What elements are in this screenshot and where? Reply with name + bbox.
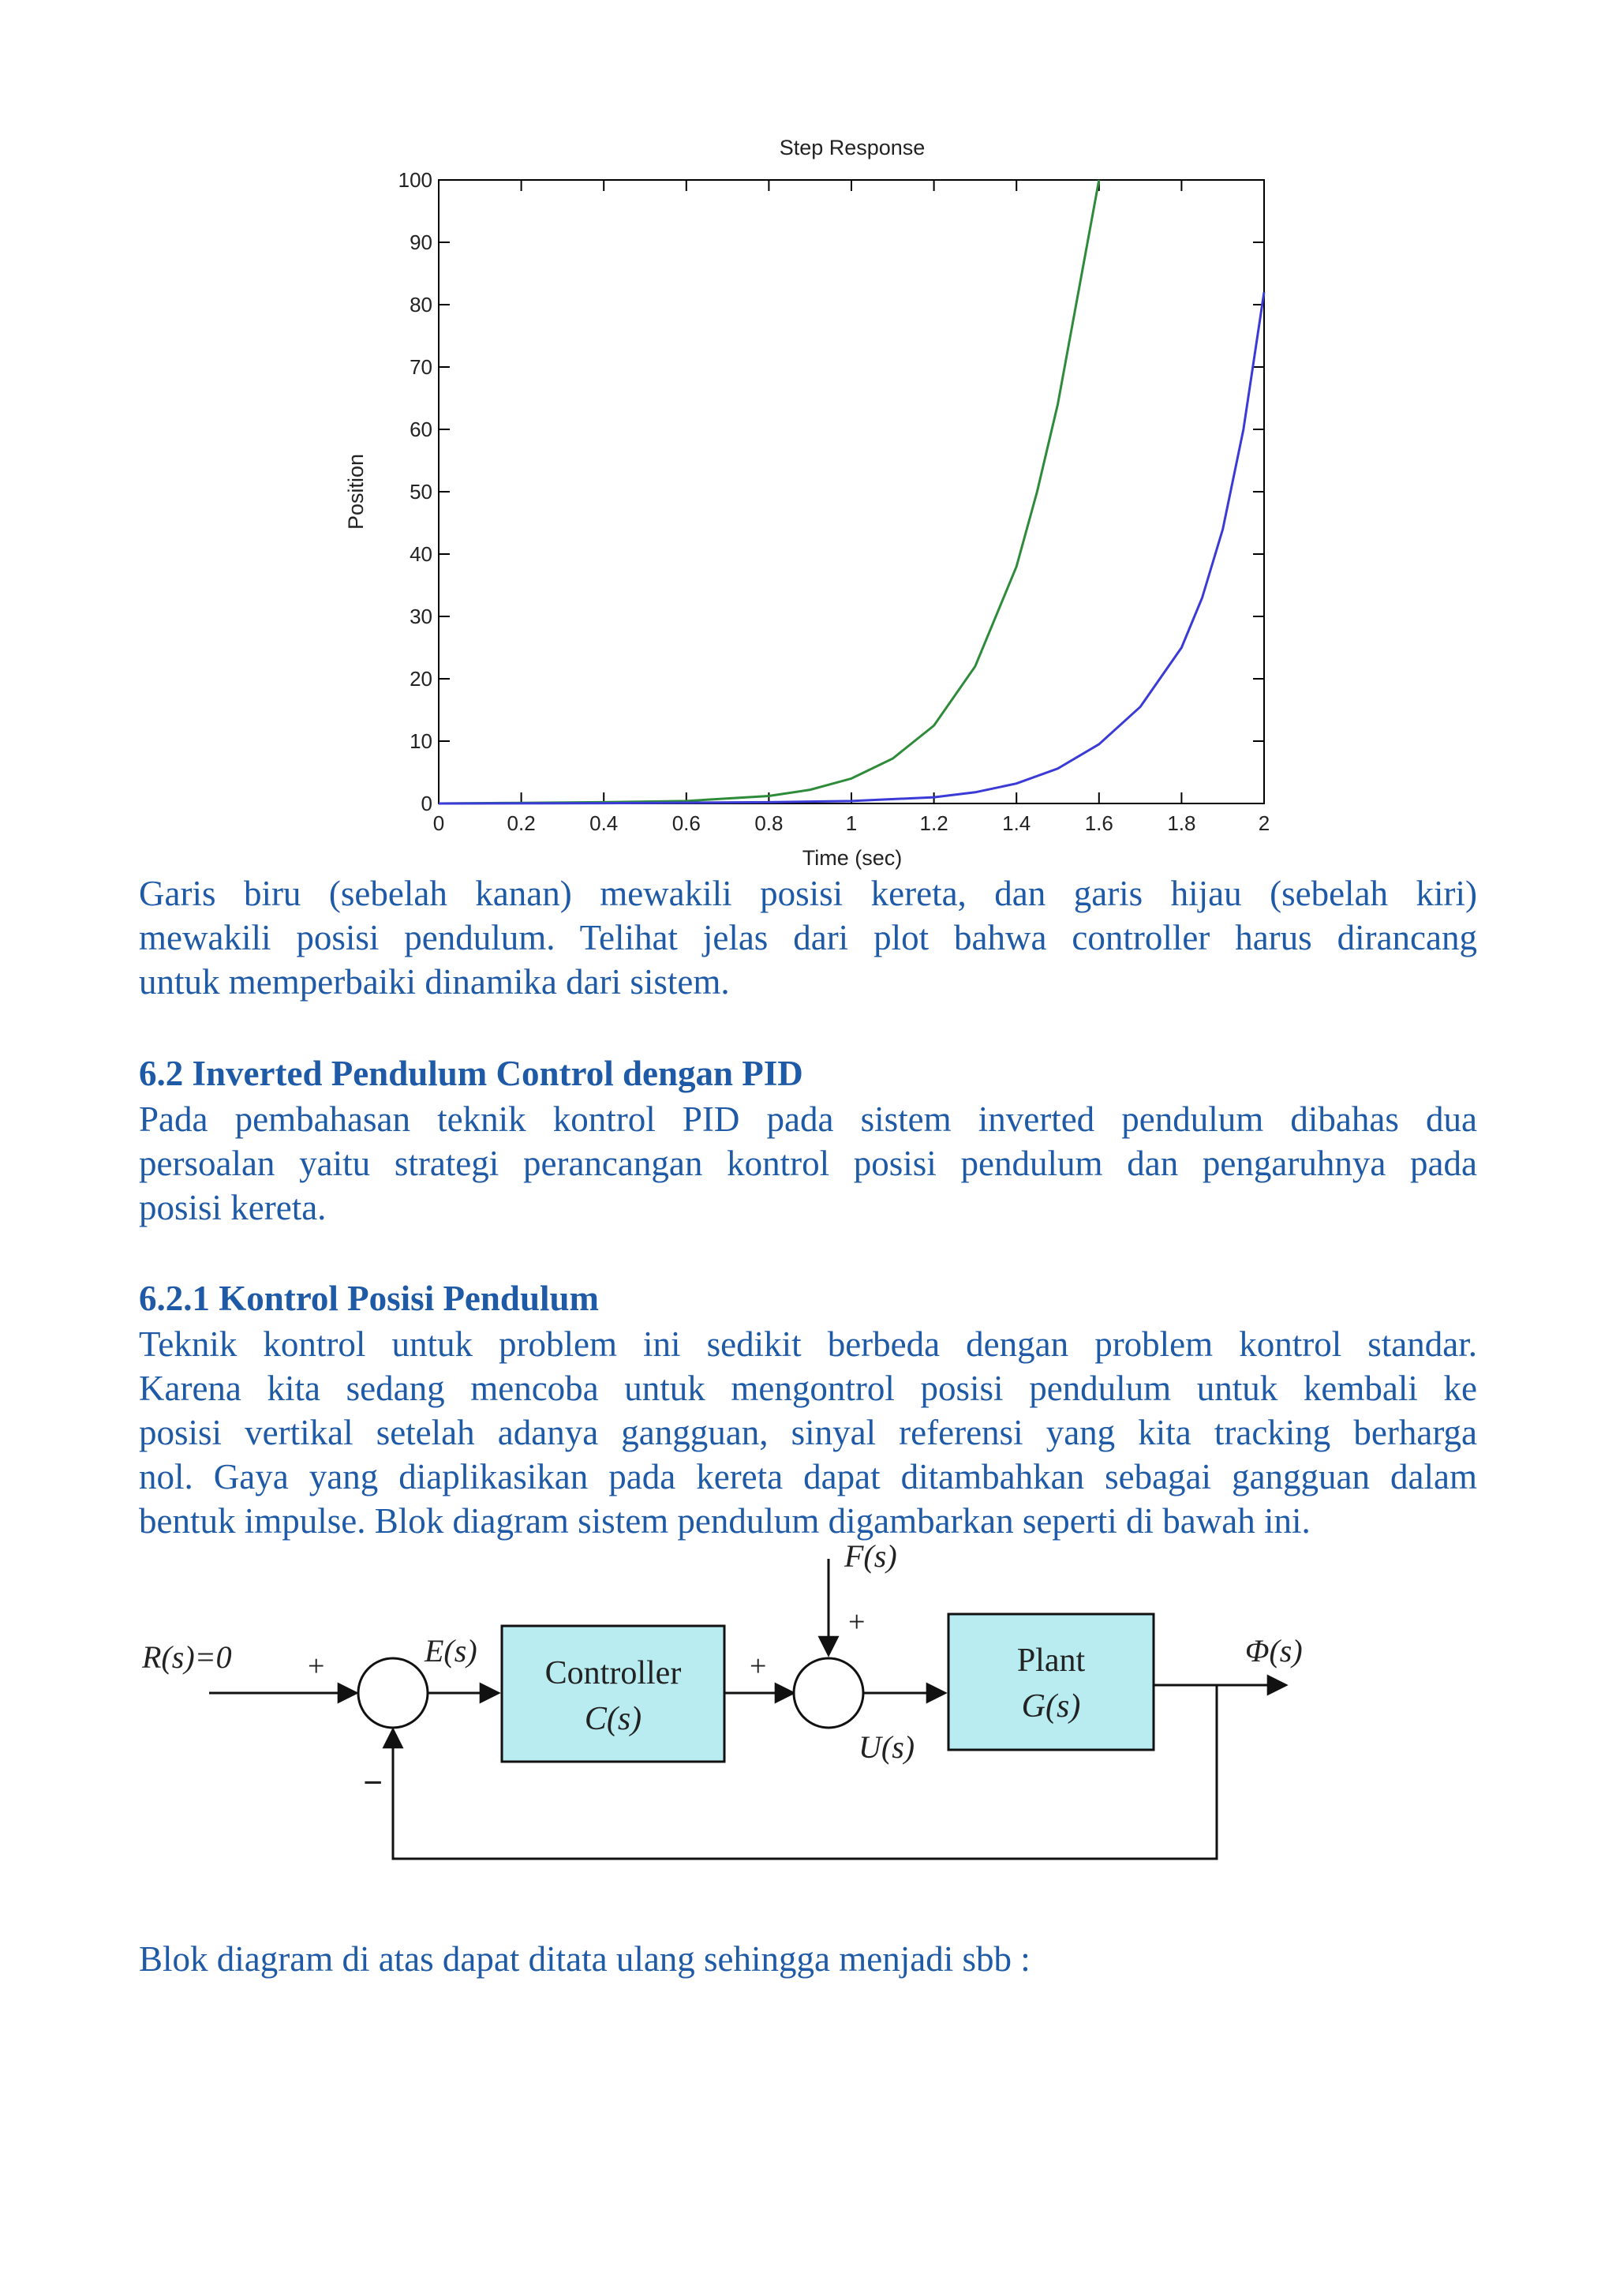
- x-tick-label: 0.2: [507, 811, 536, 835]
- section-6-2-line-2: persoalan yaitu strategi perancangan kontrol posisi pendulum dan pengaruhnya pada: [139, 1144, 1477, 1183]
- chart-caption-paragraph: [139, 871, 1477, 1004]
- x-tick-label: 1.2: [919, 811, 948, 835]
- plant-title: Plant: [1016, 1642, 1086, 1679]
- y-tick-label: 90: [410, 230, 432, 254]
- x-tick-label: 1.4: [1002, 811, 1031, 835]
- y-tick-label: 20: [410, 667, 432, 691]
- x-axis-label: Time (sec): [802, 846, 903, 870]
- controller-title: Controller: [544, 1655, 682, 1691]
- y-tick-label: 100: [398, 168, 432, 192]
- y-tick-label: 40: [410, 542, 432, 566]
- y-tick-label: 10: [410, 729, 432, 753]
- caption-line-1: Garis biru (sebelah kanan) mewakili posisi kereta, dan garis hijau (sebelah kiri): [139, 874, 1477, 913]
- series-line-1: [439, 180, 1099, 803]
- chart-lines: [439, 180, 1264, 803]
- y-tick-label: 70: [410, 355, 432, 379]
- y-tick-label: 80: [410, 293, 432, 316]
- section-6-2-line-1: Pada pembahasan teknik kontrol PID pada sistem inverted pendulum dibahas dua: [139, 1099, 1477, 1139]
- control-signal-label: U(s): [858, 1729, 915, 1765]
- x-tick-label: 0: [432, 811, 445, 835]
- summing-junction-2-plus-top: +: [848, 1605, 866, 1639]
- controller-block: [502, 1626, 724, 1762]
- y-tick-label: 0: [421, 792, 432, 815]
- y-tick-label: 60: [410, 418, 432, 441]
- y-tick-label: 50: [410, 480, 432, 504]
- section-6-2-1-heading: 6.2.1 Kontrol Posisi Pendulum: [139, 1279, 600, 1318]
- error-label: E(s): [425, 1633, 477, 1669]
- section-6-2-1-line-1: Teknik kontrol untuk problem ini sedikit berbeda dengan problem kontrol standar.: [139, 1324, 1477, 1364]
- block-diagram: [134, 1543, 1365, 1890]
- series-line-2: [439, 292, 1264, 803]
- final-paragraph: Blok diagram di atas dapat ditata ulang sehingga menjadi sbb :: [139, 1939, 1031, 1979]
- summing-junction-1-plus: +: [308, 1650, 325, 1683]
- x-tick-label: 1.6: [1084, 811, 1113, 835]
- x-tick-label: 0.6: [671, 811, 701, 835]
- disturbance-label: F(s): [844, 1543, 897, 1574]
- section-6-2-1-paragraph: [139, 1322, 1477, 1543]
- input-label: R(s)=0: [142, 1639, 232, 1675]
- x-tick-label: 0.4: [589, 811, 619, 835]
- summing-junction-1: [358, 1658, 428, 1728]
- x-tick-label: 1: [845, 811, 858, 835]
- summing-junction-2: [794, 1658, 863, 1728]
- x-tick-label: 2: [1258, 811, 1270, 835]
- caption-line-2: mewakili posisi pendulum. Telihat jelas dari plot bahwa controller harus dirancang: [139, 918, 1477, 957]
- section-6-2-paragraph: [139, 1097, 1477, 1230]
- section-6-2-1-line-5: bentuk impulse. Blok diagram sistem pendulum digambarkan seperti di bawah ini.: [139, 1501, 1311, 1541]
- summing-junction-2-plus-left: +: [750, 1650, 767, 1683]
- x-tick-label: 1.8: [1167, 811, 1196, 835]
- section-6-2-heading: 6.2 Inverted Pendulum Control dengan PID: [139, 1054, 803, 1093]
- section-6-2-1-line-3: posisi vertikal setelah adanya gangguan, sinyal referensi yang kita tracking berharga: [139, 1413, 1477, 1452]
- step-response-chart: [331, 126, 1294, 876]
- caption-line-3: untuk memperbaiki dinamika dari sistem.: [139, 962, 730, 1002]
- summing-junction-1-minus: −: [363, 1763, 383, 1802]
- y-tick-label: 30: [410, 605, 432, 628]
- y-axis-label: Position: [344, 453, 368, 530]
- chart-title: Step Response: [779, 136, 926, 159]
- chart-svg: [331, 126, 1294, 875]
- output-label: Φ(s): [1245, 1633, 1303, 1669]
- x-tick-label: 0.8: [754, 811, 784, 835]
- controller-transfer-function: C(s): [584, 1701, 642, 1737]
- section-6-2-1-line-4: nol. Gaya yang diaplikasikan pada kereta dapat ditambahkan sebagai gangguan dalam: [139, 1457, 1477, 1496]
- plant-transfer-function: G(s): [1021, 1688, 1081, 1725]
- section-6-2-1-line-2: Karena kita sedang mencoba untuk mengontrol posisi pendulum untuk kembali ke: [139, 1369, 1477, 1408]
- section-6-2-line-3: posisi kereta.: [139, 1188, 327, 1227]
- plant-block: [948, 1614, 1154, 1750]
- chart-ticks: [398, 168, 1270, 835]
- plot-area: [439, 180, 1264, 803]
